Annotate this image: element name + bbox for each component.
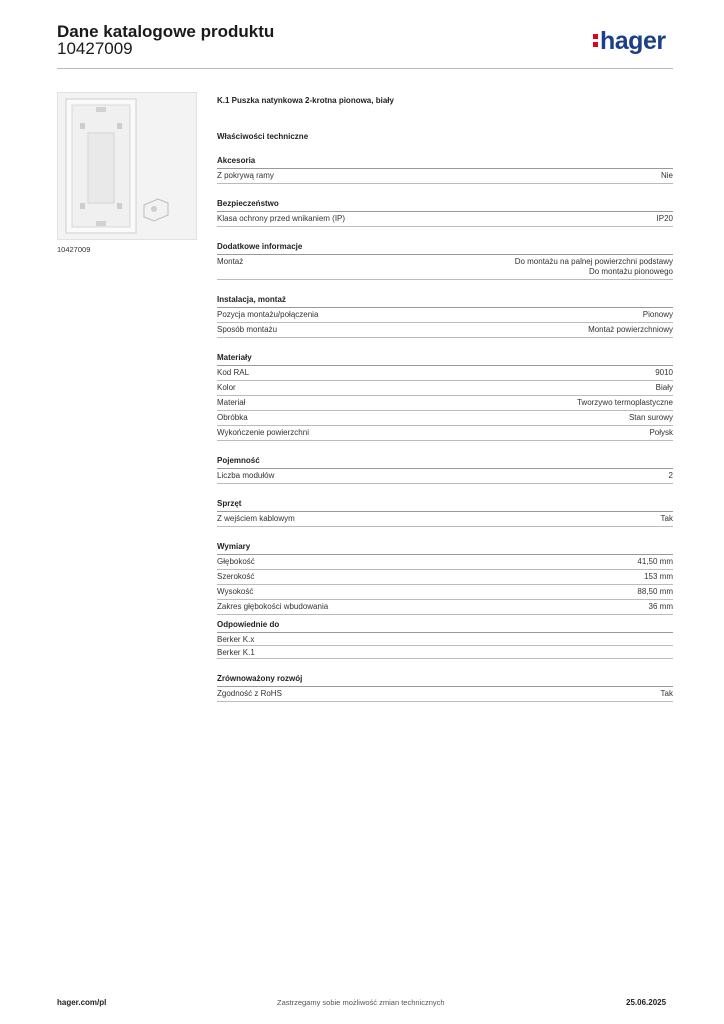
spec-label: Montaż — [217, 257, 244, 266]
spec-value: Tak — [660, 689, 673, 698]
spec-value-line: Tak — [660, 514, 673, 523]
logo-text: hager — [600, 27, 666, 55]
spec-label: Zgodność z RoHS — [217, 689, 282, 698]
junction-box-icon — [58, 93, 198, 241]
spec-value-line: 2 — [668, 471, 673, 480]
suitable-item: Berker K.x — [217, 633, 673, 646]
footer-website-link[interactable]: hager.com/pl — [57, 998, 107, 1007]
spec-group-title: Pojemność — [217, 453, 673, 469]
spec-group-title: Dodatkowe informacje — [217, 239, 673, 255]
spec-value-line: 88,50 mm — [637, 587, 673, 596]
spec-value — [669, 471, 673, 481]
spec-row — [217, 212, 673, 227]
spec-row — [217, 366, 673, 381]
spec-group — [217, 153, 673, 184]
spec-row — [217, 396, 673, 411]
spec-row — [217, 169, 673, 184]
spec-row — [217, 255, 673, 280]
spec-value-line: IP20 — [656, 214, 673, 223]
spec-value-line: 41,50 mm — [637, 557, 673, 566]
spec-group-suitable — [217, 617, 673, 659]
spec-value — [644, 572, 673, 582]
spec-label: Obróbka — [217, 413, 248, 422]
spec-value — [588, 325, 673, 335]
spec-value-line: 153 mm — [644, 572, 673, 581]
extra-specs — [217, 617, 673, 714]
spec-group-title: Odpowiednie do — [217, 617, 673, 633]
spec-row — [217, 381, 673, 396]
spec-value-line: Montaż powierzchniowy — [588, 325, 673, 334]
spec-label: Kolor — [217, 383, 236, 392]
spec-row — [217, 600, 673, 615]
spec-label: Wysokość — [217, 587, 254, 596]
spec-label: Szerokość — [217, 572, 255, 581]
spec-value — [649, 602, 673, 612]
spec-row — [217, 323, 673, 338]
footer-disclaimer: Zastrzegamy sobie możliwość zmian technicznych — [277, 998, 445, 1007]
spec-label: Materiał — [217, 398, 246, 407]
spec-value — [515, 257, 673, 277]
product-code: 10427009 — [57, 39, 133, 58]
spec-value — [649, 428, 673, 438]
spec-value-line: Do montażu pionowego — [588, 267, 673, 276]
spec-group-title: Sprzęt — [217, 496, 673, 512]
spec-value — [629, 413, 673, 423]
spec-label: Liczba modułów — [217, 471, 275, 480]
spec-value-line: Do montażu na palnej powierzchni podstawy — [514, 257, 673, 266]
spec-value-line: Nie — [660, 171, 673, 180]
spec-group — [217, 239, 673, 280]
spec-row — [217, 469, 673, 484]
spec-row — [217, 585, 673, 600]
spec-value — [656, 383, 673, 393]
spec-group — [217, 196, 673, 227]
image-caption: 10427009 — [57, 245, 91, 254]
spec-label: Kod RAL — [217, 368, 250, 377]
page-title: Dane katalogowe produktu — [57, 22, 275, 41]
spec-row — [217, 570, 673, 585]
spec-value-line: 36 mm — [648, 602, 673, 611]
spec-value — [637, 587, 673, 597]
footer-date: 25.06.2025 — [626, 998, 667, 1007]
product-title: K.1 Puszka natynkowa 2-krotna pionowa, biały — [217, 96, 394, 105]
spec-label: Z wejściem kablowym — [217, 514, 295, 523]
spec-group-title: Akcesoria — [217, 153, 673, 169]
spec-group-title: Materiały — [217, 350, 673, 366]
spec-label: Klasa ochrony przed wnikaniem (IP) — [217, 214, 346, 223]
header-divider — [57, 68, 673, 69]
specs-table — [217, 153, 673, 627]
spec-group — [217, 453, 673, 484]
spec-value — [643, 310, 673, 320]
spec-value — [661, 171, 673, 181]
spec-value — [655, 368, 673, 378]
spec-value-line: Stan surowy — [628, 413, 673, 422]
spec-value — [577, 398, 673, 408]
spec-label: Zakres głębokości wbudowania — [217, 602, 329, 611]
spec-group-title: Zrównoważony rozwój — [217, 671, 673, 687]
spec-value-line: Połysk — [649, 428, 673, 437]
spec-label: Z pokrywą ramy — [217, 171, 274, 180]
spec-group-title: Bezpieczeństwo — [217, 196, 673, 212]
spec-row — [217, 426, 673, 441]
spec-value-line: Tworzywo termoplastyczne — [576, 398, 673, 407]
spec-value — [661, 514, 673, 524]
spec-value-line: 9010 — [655, 368, 673, 377]
hager-logo — [593, 27, 666, 56]
spec-label: Wykończenie powierzchni — [217, 428, 309, 437]
spec-group-sustainability — [217, 671, 673, 702]
spec-value — [637, 557, 673, 567]
spec-value-line: Biały — [655, 383, 673, 392]
suitable-item: Berker K.1 — [217, 646, 673, 659]
spec-group — [217, 350, 673, 441]
spec-value-line: Pionowy — [642, 310, 673, 319]
spec-group — [217, 539, 673, 615]
spec-group — [217, 292, 673, 338]
spec-label: Sposób montażu — [217, 325, 278, 334]
spec-row — [217, 555, 673, 570]
spec-label: Głębokość — [217, 557, 255, 566]
spec-group-title: Instalacja, montaż — [217, 292, 673, 308]
spec-group — [217, 496, 673, 527]
spec-row — [217, 308, 673, 323]
spec-row — [217, 411, 673, 426]
spec-row — [217, 512, 673, 527]
tech-properties-heading: Właściwości techniczne — [217, 132, 309, 141]
spec-value — [657, 214, 673, 224]
spec-label: Pozycja montażu/połączenia — [217, 310, 319, 319]
product-image — [57, 92, 197, 240]
spec-row — [217, 687, 673, 702]
spec-group-title: Wymiary — [217, 539, 673, 555]
logo-dots-icon — [593, 31, 598, 50]
